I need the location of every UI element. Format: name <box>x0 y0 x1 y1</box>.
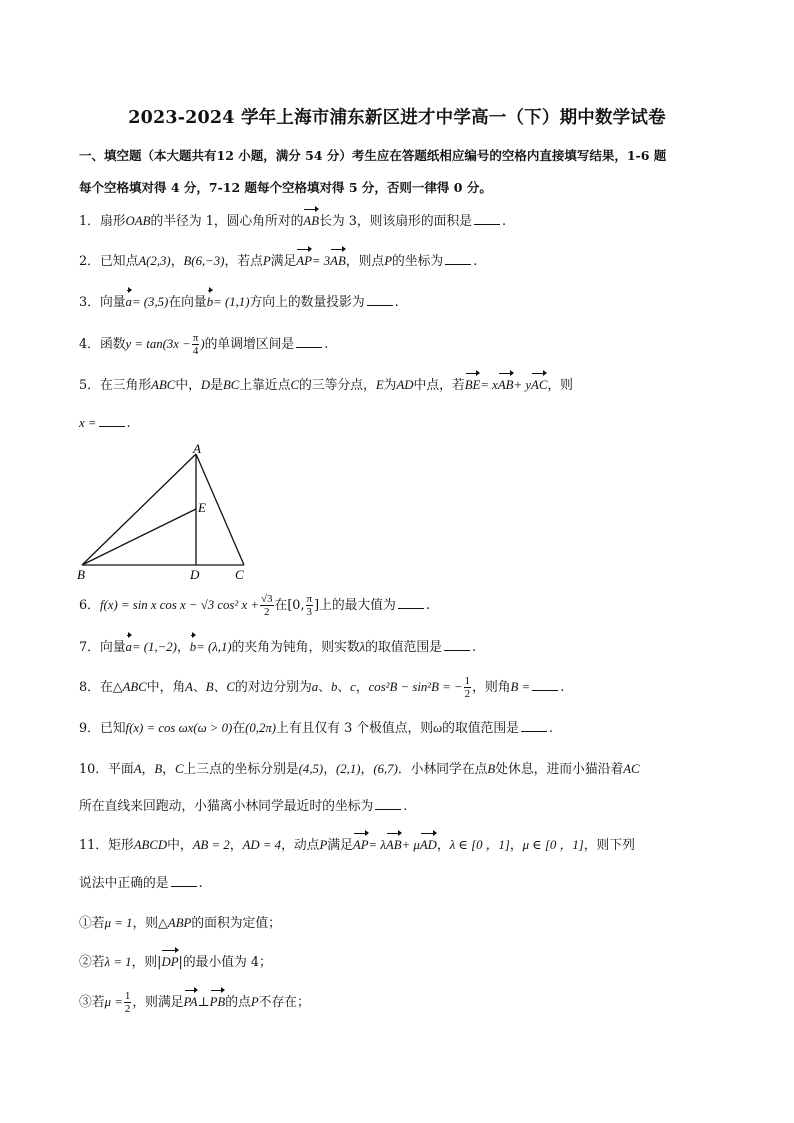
q10-coord-c: (6,7) <box>373 762 398 776</box>
q11-eq-lambda: = λ <box>368 838 386 852</box>
q6-frac2-num: π <box>306 593 313 605</box>
q6-func: f(x) = sin x cos x − √3 cos² x + <box>99 598 259 612</box>
question-1 <box>79 210 719 233</box>
q11-plus-mu: + μ <box>401 838 420 852</box>
q11-sep-2: ， <box>436 838 450 853</box>
question-7 <box>79 636 719 659</box>
q8-side-b: b <box>330 680 338 694</box>
q4-text-a: 函数 <box>99 337 126 352</box>
section-1-line-2: 每个空格填对得 4 分，7-12 题每个空格填对得 5 分，否则一律得 0 分。 <box>79 180 492 195</box>
question-number: 9． <box>79 721 100 736</box>
q3-text-a: 向量 <box>99 295 126 310</box>
q5-abc: ABC <box>151 378 176 392</box>
answer-blank[interactable] <box>375 797 401 810</box>
q11-text-i: 满足 <box>327 838 353 853</box>
answer-blank[interactable] <box>444 638 470 651</box>
question-10 <box>79 758 719 781</box>
q4-frac-num: π <box>192 332 199 344</box>
q5-text-c: 中， <box>175 378 201 393</box>
q10-ac: AC <box>623 762 640 776</box>
opt3-frac-num: 1 <box>124 990 131 1002</box>
q3-vec-a: a <box>126 291 132 313</box>
q2-text-e: ，若点 <box>224 254 263 269</box>
q11-line2-text: 说法中正确的是 <box>79 876 169 891</box>
q2-text-a: 已知点 <box>99 254 139 269</box>
q5-eq-x: = x <box>480 378 498 392</box>
q4-paren: ) <box>200 337 205 351</box>
q10-sep-2: ， <box>162 762 175 777</box>
q5-text-m: 中点，若 <box>413 378 465 393</box>
q10-coord-b: (2,1) <box>335 762 361 776</box>
question-4 <box>79 332 719 357</box>
question-number: 10． <box>79 762 109 777</box>
q5-text-g: 上靠近点 <box>239 378 291 393</box>
q11-text-g: ，动点 <box>281 838 320 853</box>
q5-d: D <box>200 378 211 392</box>
q6-text-b: 在[0, <box>274 598 305 613</box>
q4-frac-den: 4 <box>192 345 199 357</box>
question-number: 11． <box>79 838 109 853</box>
q3-val-a: = (3,5) <box>131 295 169 309</box>
q11-mu-range: μ ∈ [0 ，1] <box>522 838 584 852</box>
q11-abcd: ABCD <box>133 838 168 852</box>
q3-end: . <box>394 295 399 310</box>
opt1-abp: ABP <box>167 916 192 930</box>
q11-vec-ab: AB <box>386 834 402 856</box>
q2-comma: ， <box>170 254 184 269</box>
q11-ab-eq: AB = 2 <box>192 838 230 852</box>
q9-omega: ω <box>433 721 443 735</box>
answer-blank[interactable] <box>296 335 322 348</box>
q10-end: . <box>403 799 408 814</box>
opt2-text-e: |的最小值为 4； <box>178 955 272 970</box>
q8-b-eq: B = <box>510 680 531 694</box>
q11-text-s: ，则下列 <box>583 838 635 853</box>
q9-end: . <box>548 721 553 736</box>
q5-text-s: ，则 <box>547 378 573 393</box>
q6-frac1-num: √3 <box>260 593 273 605</box>
opt1-mu: μ = 1 <box>104 916 133 930</box>
opt3-mu: μ = <box>104 995 123 1009</box>
q7-vec-b: b <box>190 636 196 658</box>
q10-text-m: ．小林同学在点 <box>397 762 488 777</box>
q5-c: C <box>290 378 300 392</box>
q8-frac-num: 1 <box>464 675 471 687</box>
question-number: 6． <box>79 598 100 613</box>
q8-comma: ， <box>355 680 369 695</box>
question-11-line-2 <box>79 873 719 895</box>
q9-func: f(x) = cos ωx(ω > 0) <box>125 721 233 735</box>
q6-end: . <box>425 598 430 613</box>
answer-blank[interactable] <box>532 678 558 691</box>
q4-func: y = tan(3x − <box>125 337 191 351</box>
q5-vec-ac: AC <box>531 374 547 396</box>
q8-text-a: 在△ <box>99 680 123 695</box>
question-3 <box>79 291 719 314</box>
q2-vec-ap: AP <box>296 250 312 272</box>
q4-fraction <box>192 332 200 357</box>
label-d: D <box>190 567 200 582</box>
q10-b2: B <box>487 762 496 776</box>
q2-end: . <box>473 254 478 269</box>
opt1-text-c: ，则△ <box>132 916 168 931</box>
q11-lambda-range: λ ∈ [0 ，1] <box>449 838 510 852</box>
q4-end: . <box>324 337 329 352</box>
q6-fraction-2 <box>306 593 314 618</box>
q5-vec-be: BE <box>465 374 481 396</box>
q5-text-k: 为 <box>383 378 397 393</box>
opt3-fraction <box>124 990 132 1015</box>
opt2-text-a: ②若 <box>79 955 105 970</box>
question-number: 7． <box>79 640 100 655</box>
q1-text-a: 扇形 <box>99 214 126 229</box>
q5-text-a: 在三角形 <box>99 378 152 393</box>
answer-blank[interactable] <box>474 212 500 225</box>
q8-sep-2: 、 <box>213 680 227 695</box>
q2-text-g: 满足 <box>270 254 297 269</box>
q8-text-c: 中，角 <box>146 680 186 695</box>
opt3-text-g: 的点 <box>225 995 251 1010</box>
q11-sep-1: ， <box>229 838 243 853</box>
q11-text-c: 中， <box>167 838 193 853</box>
q6-frac2-den: 3 <box>306 606 313 618</box>
opt2-lambda: λ = 1 <box>104 955 132 969</box>
q11-ad-eq: AD = 4 <box>242 838 282 852</box>
q9-interval: (0,2π) <box>245 721 277 735</box>
q5-text-e: 是 <box>210 378 223 393</box>
q11-sep-3: ， <box>509 838 523 853</box>
question-number: 3． <box>79 295 100 310</box>
q8-fraction <box>464 675 472 700</box>
opt3-vec-pa: PA <box>184 991 198 1013</box>
q10-sep-4: ， <box>360 762 374 777</box>
q2-p: P <box>262 254 271 268</box>
question-number: 1． <box>79 214 100 229</box>
q5-ad: AD <box>396 378 414 392</box>
opt2-text-c: ，则| <box>131 955 162 970</box>
q1-arc-ab: AB <box>303 210 319 232</box>
question-8 <box>79 675 719 700</box>
opt3-perp: ⊥ <box>197 995 210 1009</box>
q7-text-i: 的取值范围是 <box>365 640 442 655</box>
q3-vec-b: b <box>207 291 213 313</box>
q9-text-c: 在 <box>232 721 246 736</box>
q8-frac-den: 2 <box>464 688 471 700</box>
answer-blank[interactable] <box>521 719 547 732</box>
question-2 <box>79 250 719 273</box>
q10-sep-1: ， <box>141 762 155 777</box>
answer-blank[interactable] <box>99 414 125 427</box>
q2-p2: P <box>384 254 393 268</box>
q8-abc: ABC <box>122 680 147 694</box>
opt1-text-e: 的面积为定值； <box>191 916 281 931</box>
q7-val-b: = (λ,1) <box>196 640 232 654</box>
q1-end: . <box>502 214 507 229</box>
q1-text-e: 长为 3，则该扇形的面积是 <box>319 214 473 229</box>
q10-a: A <box>133 762 142 776</box>
q4-text-d: 的单调增区间是 <box>204 337 295 352</box>
label-c: C <box>235 567 244 582</box>
q3-val-b: = (1,1) <box>213 295 250 309</box>
q3-text-d: 在向量 <box>168 295 207 310</box>
q5-x-eq: x = <box>79 416 97 430</box>
q11-vec-ad: AD <box>420 834 437 856</box>
q5-vec-ab: AB <box>498 374 514 396</box>
option-3 <box>79 990 719 1015</box>
q7-vec-a: a <box>126 636 132 658</box>
q8-angle-b: B <box>205 680 214 694</box>
q10-text-g: 上三点的坐标分别是 <box>183 762 299 777</box>
q10-b: B <box>154 762 163 776</box>
q7-val-a: = (1,−2) <box>131 640 177 654</box>
q10-text-a: 平面 <box>108 762 134 777</box>
q2-vec-ab: AB <box>330 250 346 272</box>
question-number: 8． <box>79 680 100 695</box>
question-number: 5． <box>79 378 100 393</box>
opt3-text-a: ③若 <box>79 995 105 1010</box>
q11-end: . <box>198 876 203 891</box>
q9-text-a: 已知 <box>99 721 126 736</box>
q3-text-g: 方向上的数量投影为 <box>249 295 365 310</box>
q11-p: P <box>319 838 328 852</box>
answer-blank[interactable] <box>445 252 471 265</box>
q2-point-b: B(6,−3) <box>183 254 225 268</box>
question-number: 4． <box>79 337 100 352</box>
q10-text-o: 处休息，进而小猫沿着 <box>495 762 624 777</box>
q1-text-c: 的半径为 1，圆心角所对的 <box>150 214 304 229</box>
label-b: B <box>77 567 85 582</box>
q8-angle-c: C <box>226 680 235 694</box>
opt1-text-a: ①若 <box>79 916 105 931</box>
answer-blank[interactable] <box>171 874 197 887</box>
q8-sep-4: 、 <box>337 680 351 695</box>
q8-sep-1: 、 <box>192 680 206 695</box>
q9-text-g: 的取值范围是 <box>442 721 519 736</box>
segment-ab <box>82 454 196 565</box>
q2-point-a: A(2,3) <box>138 254 171 268</box>
q1-math-oab: OAB <box>125 214 151 228</box>
question-9 <box>79 717 719 740</box>
opt2-vec-dp: DP <box>161 951 178 973</box>
option-1 <box>79 912 719 935</box>
q5-end: . <box>126 416 131 431</box>
triangle-figure <box>72 442 262 582</box>
q2-eq: = 3 <box>311 254 331 268</box>
question-10-line-2 <box>79 796 719 818</box>
opt3-frac-den: 2 <box>124 1003 131 1015</box>
q8-equation: cos²B − sin²B = − <box>368 680 463 694</box>
question-5-line-2 <box>79 412 719 435</box>
opt3-vec-pb: PB <box>210 991 226 1013</box>
q2-text-m: 的坐标为 <box>392 254 444 269</box>
q6-frac1-den: 2 <box>263 606 270 618</box>
question-11 <box>79 834 719 857</box>
question-number: 2． <box>79 254 100 269</box>
answer-blank[interactable] <box>367 293 393 306</box>
q10-line2-text: 所在直线来回跑动，小猫离小林同学最近时的坐标为 <box>79 799 374 814</box>
q8-text-i: 的对边分别为 <box>234 680 312 695</box>
opt3-text-c: ，则满足 <box>132 995 184 1010</box>
question-5 <box>79 374 719 397</box>
question-6 <box>79 593 719 618</box>
q6-fraction-1 <box>260 593 274 618</box>
label-e: E <box>198 500 206 515</box>
q2-text-k: ，则点 <box>345 254 385 269</box>
opt3-p: P <box>250 995 259 1009</box>
q11-text-a: 矩形 <box>108 838 134 853</box>
q5-plus-y: + y <box>513 378 532 392</box>
exam-title: 2023-2024 学年上海市浦东新区进才中学高一（下）期中数学试卷 <box>128 108 666 128</box>
q7-text-g: 的夹角为钝角，则实数 <box>231 640 360 655</box>
q10-c: C <box>174 762 184 776</box>
q8-sep-3: 、 <box>318 680 331 695</box>
q8-side-c: c <box>350 680 356 694</box>
q7-comma: ， <box>176 640 190 655</box>
opt3-text-i: 不存在； <box>258 995 310 1010</box>
section-1-instructions <box>79 140 719 204</box>
q6-text-c: ]上的最大值为 <box>314 598 396 613</box>
q5-text-i: 的三等分点， <box>299 378 376 393</box>
q8-text-q: ，则角 <box>472 680 511 695</box>
segment-be <box>82 509 196 565</box>
q11-vec-ap: AP <box>353 834 369 856</box>
option-2 <box>79 951 719 974</box>
q10-coord-a: (4,5) <box>298 762 324 776</box>
section-1-line-1: 一、填空题（本大题共有12 小题，满分 54 分）考生应在答题纸相应编号的空格内直接填写结果，1-6 题 <box>79 148 667 163</box>
q8-side-a: a <box>311 680 319 694</box>
label-a: A <box>193 442 201 456</box>
q7-lambda: λ <box>359 640 366 654</box>
q7-end: . <box>471 640 477 655</box>
q8-angle-a: A <box>185 680 193 694</box>
q8-end: . <box>560 680 565 695</box>
q9-text-e: 上有且仅有 3 个极值点，则 <box>276 721 434 736</box>
q5-e: E <box>375 378 384 392</box>
q10-sep-3: ， <box>323 762 336 777</box>
q7-text-a: 向量 <box>99 640 126 655</box>
q5-bc: BC <box>222 378 240 392</box>
answer-blank[interactable] <box>398 596 424 609</box>
